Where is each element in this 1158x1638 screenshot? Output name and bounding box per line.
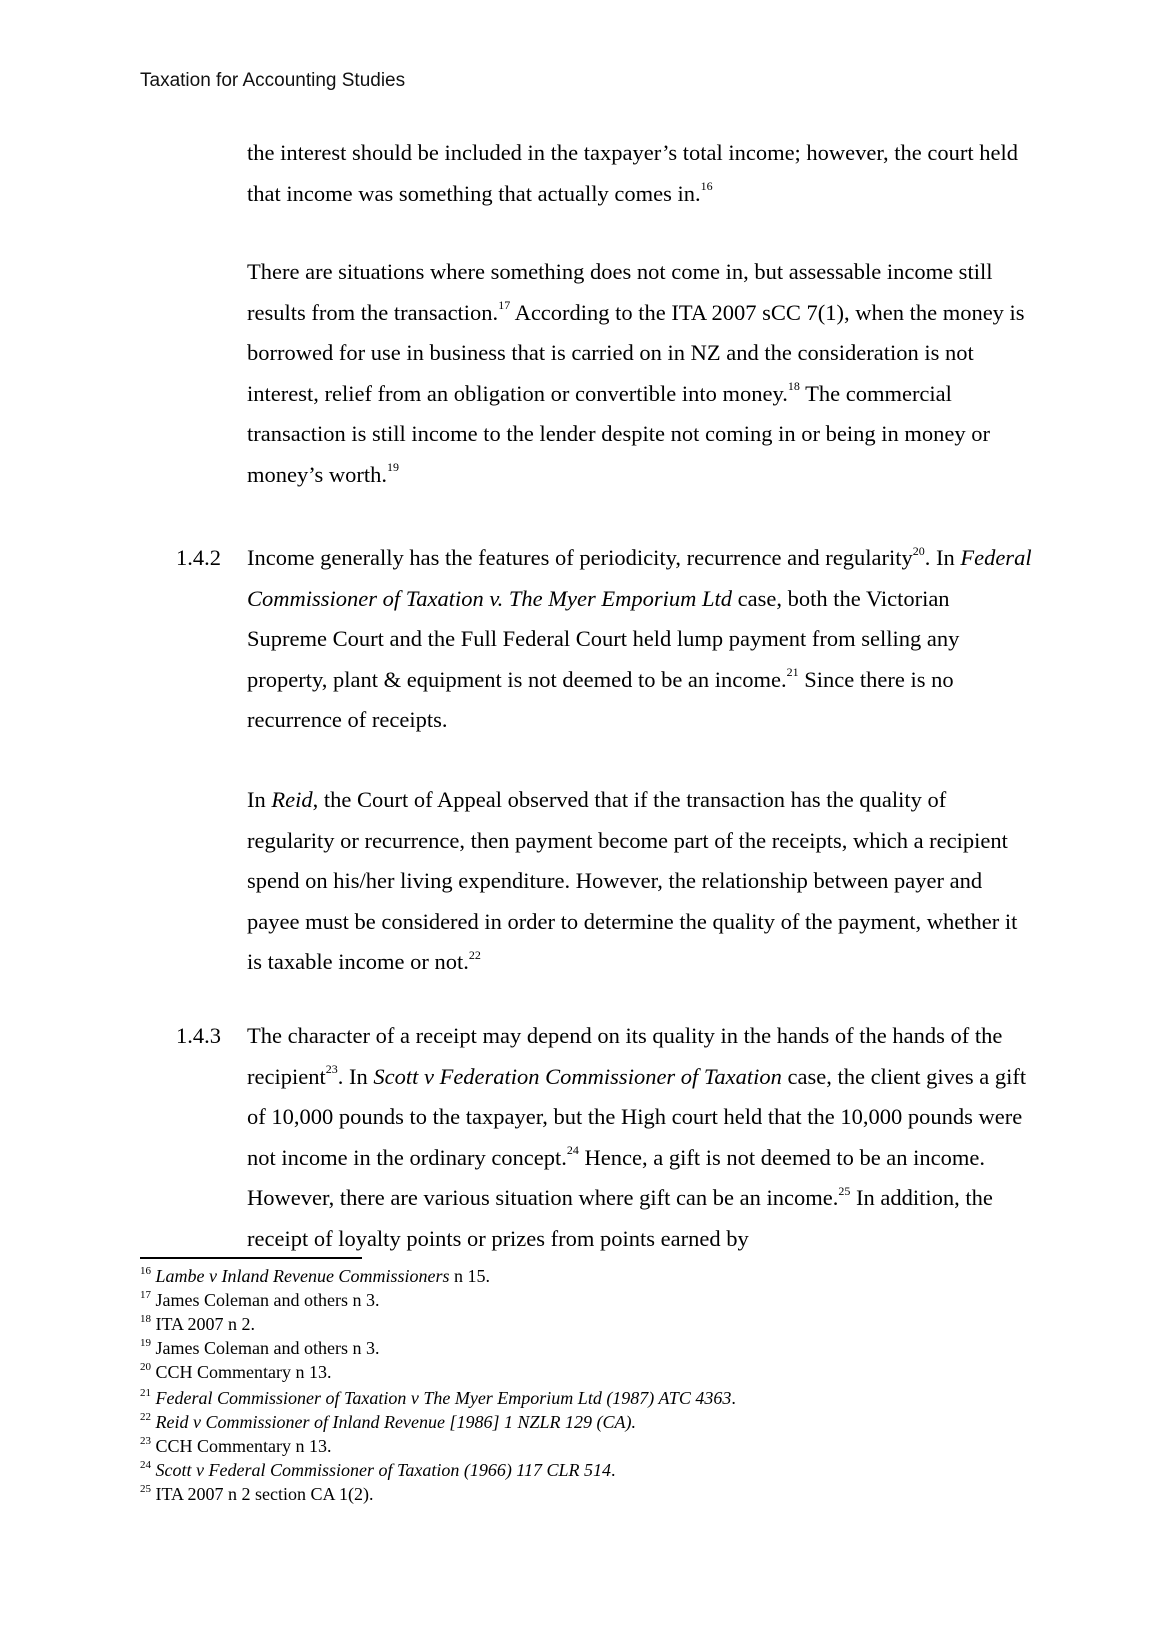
footnote-citation: Lambe v Inland Revenue Commissioners	[155, 1266, 450, 1286]
footnote-text: CCH Commentary n 13.	[155, 1362, 332, 1382]
footnote-ref-17[interactable]: 17	[498, 298, 511, 312]
section-1-4-2-paragraph	[247, 538, 1032, 741]
footnote-text: James Coleman and others n 3.	[155, 1290, 380, 1310]
paragraph-text: the interest should be included in the taxpayer’s total income; however, the court held that income was something that actually comes in.	[247, 140, 1018, 206]
paragraph-text: There are situations where something does not come in, but assessable income still results from the transaction.	[247, 259, 993, 325]
footnote-item	[140, 1264, 1040, 1288]
paragraph-text: Since there is no recurrence of receipts.	[247, 666, 954, 732]
section-number-1-4-2: 1.4.2	[176, 545, 221, 570]
footnote-ref-18[interactable]: 18	[787, 379, 800, 393]
case-name: Reid	[271, 787, 313, 812]
section-1-4-3-paragraph	[247, 1016, 1032, 1259]
footnote-item	[140, 1360, 1040, 1384]
footnote-item	[140, 1434, 1040, 1458]
case-name: Scott v Federation Commissioner of Taxation	[373, 1063, 782, 1089]
footnote-item	[140, 1288, 1040, 1312]
paragraph-text: . In	[337, 1063, 374, 1089]
footnote-text: n 15.	[449, 1266, 490, 1286]
paragraph-text: According to the ITA 2007 sCC 7(1), when the money is borrowed for use in business that is carried on in NZ and the consideration is not interest, relief from an obligation or convertible into money.	[247, 299, 1025, 406]
footnote-citation: Reid v Commissioner of Inland Revenue [1986] 1 NZLR 129 (CA).	[155, 1412, 636, 1432]
footnote-number: 20	[140, 1361, 151, 1373]
footnote-text: ITA 2007 n 2.	[155, 1314, 256, 1334]
footnote-citation: Scott v Federal Commissioner of Taxation (1966) 117 CLR 514	[155, 1460, 611, 1480]
footnote-text: .	[731, 1388, 736, 1408]
footnote-ref-24[interactable]: 24	[566, 1143, 579, 1157]
footnote-text: James Coleman and others n 3.	[155, 1338, 380, 1358]
footnote-separator	[140, 1257, 362, 1259]
footnote-number: 18	[140, 1313, 151, 1325]
footnote-item	[140, 1458, 1040, 1482]
footnote-item	[140, 1410, 1040, 1434]
footnote-ref-23[interactable]: 23	[325, 1062, 338, 1076]
footnote-number: 21	[140, 1387, 151, 1399]
footnote-item	[140, 1336, 1040, 1360]
paragraph-text: Hence, a gift is not deemed to be an income. However, there are various situation where gift can be an income.	[247, 1144, 986, 1210]
paragraph-assessable-income	[247, 252, 1032, 495]
paragraph-text: The commercial transaction is still income to the lender despite not coming in or being in money or money’s worth.	[247, 380, 990, 487]
paragraph-text: In	[247, 787, 272, 812]
paragraph-interest-income	[247, 133, 1032, 214]
footnote-item	[140, 1312, 1040, 1336]
footnote-ref-20[interactable]: 20	[912, 543, 925, 558]
paragraph-text: case, both the Victorian Supreme Court and the Full Federal Court held lump payment from selling any property, plant & equipment is not deemed to be an income.	[247, 585, 960, 692]
footnote-number: 24	[140, 1459, 151, 1471]
footnote-text: ITA 2007 n 2 section CA 1(2).	[155, 1484, 374, 1504]
footnote-item	[140, 1386, 1040, 1410]
paragraph-text: In addition, the receipt of loyalty points or prizes from points earned by	[247, 1185, 993, 1251]
paragraph-text: Income generally has the features of periodicity, recurrence and regularity	[247, 545, 913, 570]
footnote-item	[140, 1482, 1040, 1506]
footnote-ref-25[interactable]: 25	[838, 1183, 851, 1198]
paragraph-reid	[247, 780, 1032, 983]
footnote-number: 22	[140, 1411, 151, 1423]
footnote-number: 25	[140, 1483, 151, 1495]
section-number-1-4-3: 1.4.3	[176, 1023, 221, 1048]
footnote-ref-19[interactable]: 19	[387, 460, 399, 474]
footnote-number: 19	[140, 1337, 151, 1349]
footnote-number: 23	[140, 1435, 151, 1447]
page-header-title: Taxation for Accounting Studies	[140, 70, 406, 91]
footnote-ref-21[interactable]: 21	[786, 665, 799, 679]
footnote-number: 17	[140, 1289, 151, 1301]
paragraph-text: case, the client gives a gift of 10,000 pounds to the taxpayer, but the High court held that the 10,000 pounds were not income in the ordinary concept.	[247, 1063, 1027, 1170]
footnote-citation: Federal Commissioner of Taxation v The Myer Emporium Ltd (1987) ATC 4363	[155, 1388, 732, 1408]
footnote-text: .	[610, 1460, 616, 1480]
paragraph-text: The character of a receipt may depend on its quality in the hands of the hands of the recipient	[247, 1023, 1003, 1089]
paragraph-text: , the Court of Appeal observed that if the transaction has the quality of regularity or recurrence, then payment become part of the receipts, which a recipient spend on his/her living expenditure. However, the relationship between payer and payee must be considered in order to determine the quality of the payment, whether it is taxable income or not.	[247, 787, 1018, 974]
footnote-ref-16[interactable]: 16	[700, 179, 713, 193]
footnote-number: 16	[140, 1265, 151, 1277]
paragraph-text: . In	[924, 545, 961, 570]
footnotes-list	[140, 1264, 1040, 1506]
footnote-ref-22[interactable]: 22	[468, 947, 481, 962]
footnote-text: CCH Commentary n 13.	[155, 1436, 332, 1456]
case-name: Federal Commissioner of Taxation v. The Myer Emporium Ltd	[247, 545, 1032, 611]
